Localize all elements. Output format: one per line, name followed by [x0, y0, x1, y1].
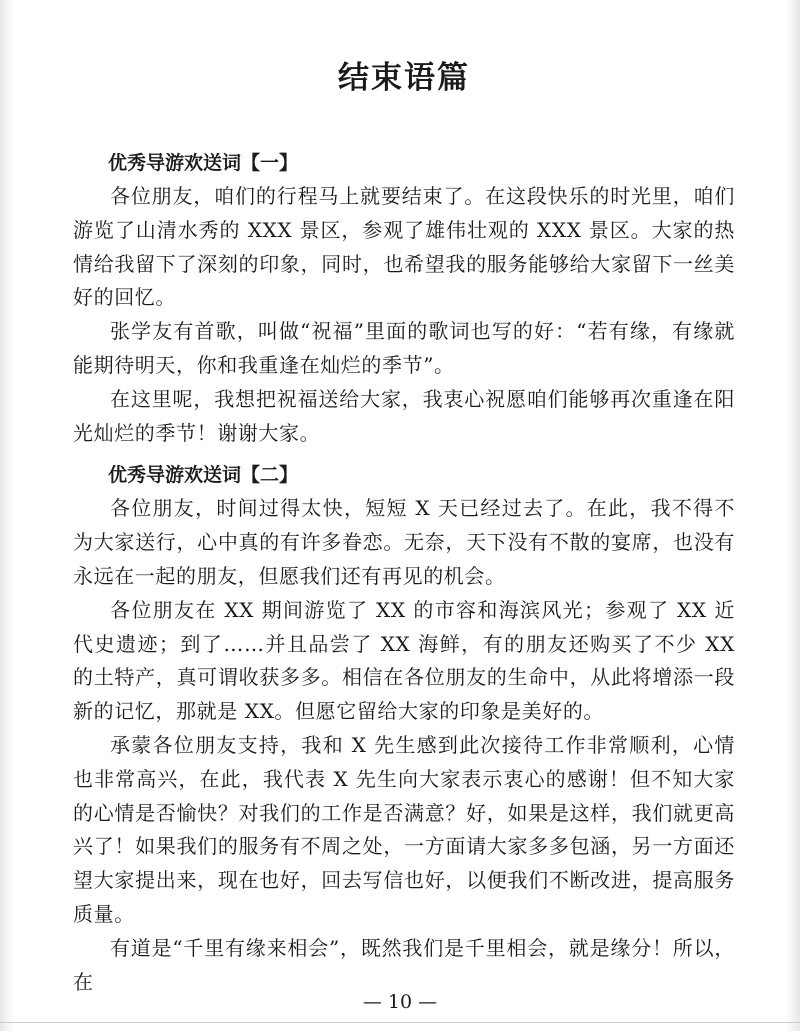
- section-heading: 优秀导游欢送词【一】: [108, 152, 299, 174]
- page-title: 结束语篇: [338, 60, 470, 96]
- paragraph: 有道是“千里有缘来相会”，既然我们是千里相会，就是缘分！所以，在: [73, 935, 735, 994]
- page-bottom-edge: [0, 1022, 800, 1023]
- paragraph: 承蒙各位朋友支持，我和 X 先生感到此次接待工作非常顺利，心情也非常高兴，在此，我代表 X 先生向大家表示衷心的感谢！但不知大家的心情是否愉快？对我们的工作是否满意？好，如果是这样，我们就更高兴了！如果我们的服务有不周之处，一方面请大家多多包涵，另一方面还望大家提出来，现在也好，回去写信也好，以便我们不断改进，提高服务质量。: [73, 732, 735, 926]
- paragraph: 各位朋友在 XX 期间游览了 XX 的市容和海滨风光；参观了 XX 近代史遗迹；到了……并且品尝了 XX 海鲜，有的朋友还购买了不少 XX 的土特产，真可谓收获多多。相信在各位朋友的生命中，从此将增添一段新的记忆，那就是 XX。但愿它留给大家的印象是美好的。: [73, 597, 735, 724]
- section-farewell-two: [73, 458, 735, 999]
- paragraph: 在这里呢，我想把祝福送给大家，我衷心祝愿咱们能够再次重逢在阳光灿烂的季节！谢谢大家。: [73, 386, 735, 445]
- page-edge-shadow-right: [786, 0, 800, 1031]
- page-content: [73, 52, 735, 999]
- paragraph: 张学友有首歌，叫做“祝福”里面的歌词也写的好：“若有缘，有缘就能期待明天，你和我重逢在灿烂的季节”。: [73, 319, 735, 377]
- section-heading: 优秀导游欢送词【二】: [108, 464, 299, 487]
- paragraph: 各位朋友，咱们的行程马上就要结束了。在这段快乐的时光里，咱们游览了山清水秀的 XXX 景区，参观了雄伟壮观的 XXX 景区。大家的热情给我留下了深刻的印象，同时，也希望我的服务能够给大家留下一丝美好的回忆。: [73, 184, 735, 310]
- section-farewell-one: [73, 146, 735, 450]
- page-edge-shadow-left: [0, 0, 14, 1031]
- paragraph: 各位朋友，时间过得太快，短短 X 天已经过去了。在此，我不得不为大家送行，心中真的有许多眷恋。无奈，天下没有不散的宴席，也没有永远在一起的朋友，但愿我们还有再见的机会。: [73, 496, 735, 588]
- page-number: — 10 —: [362, 991, 438, 1013]
